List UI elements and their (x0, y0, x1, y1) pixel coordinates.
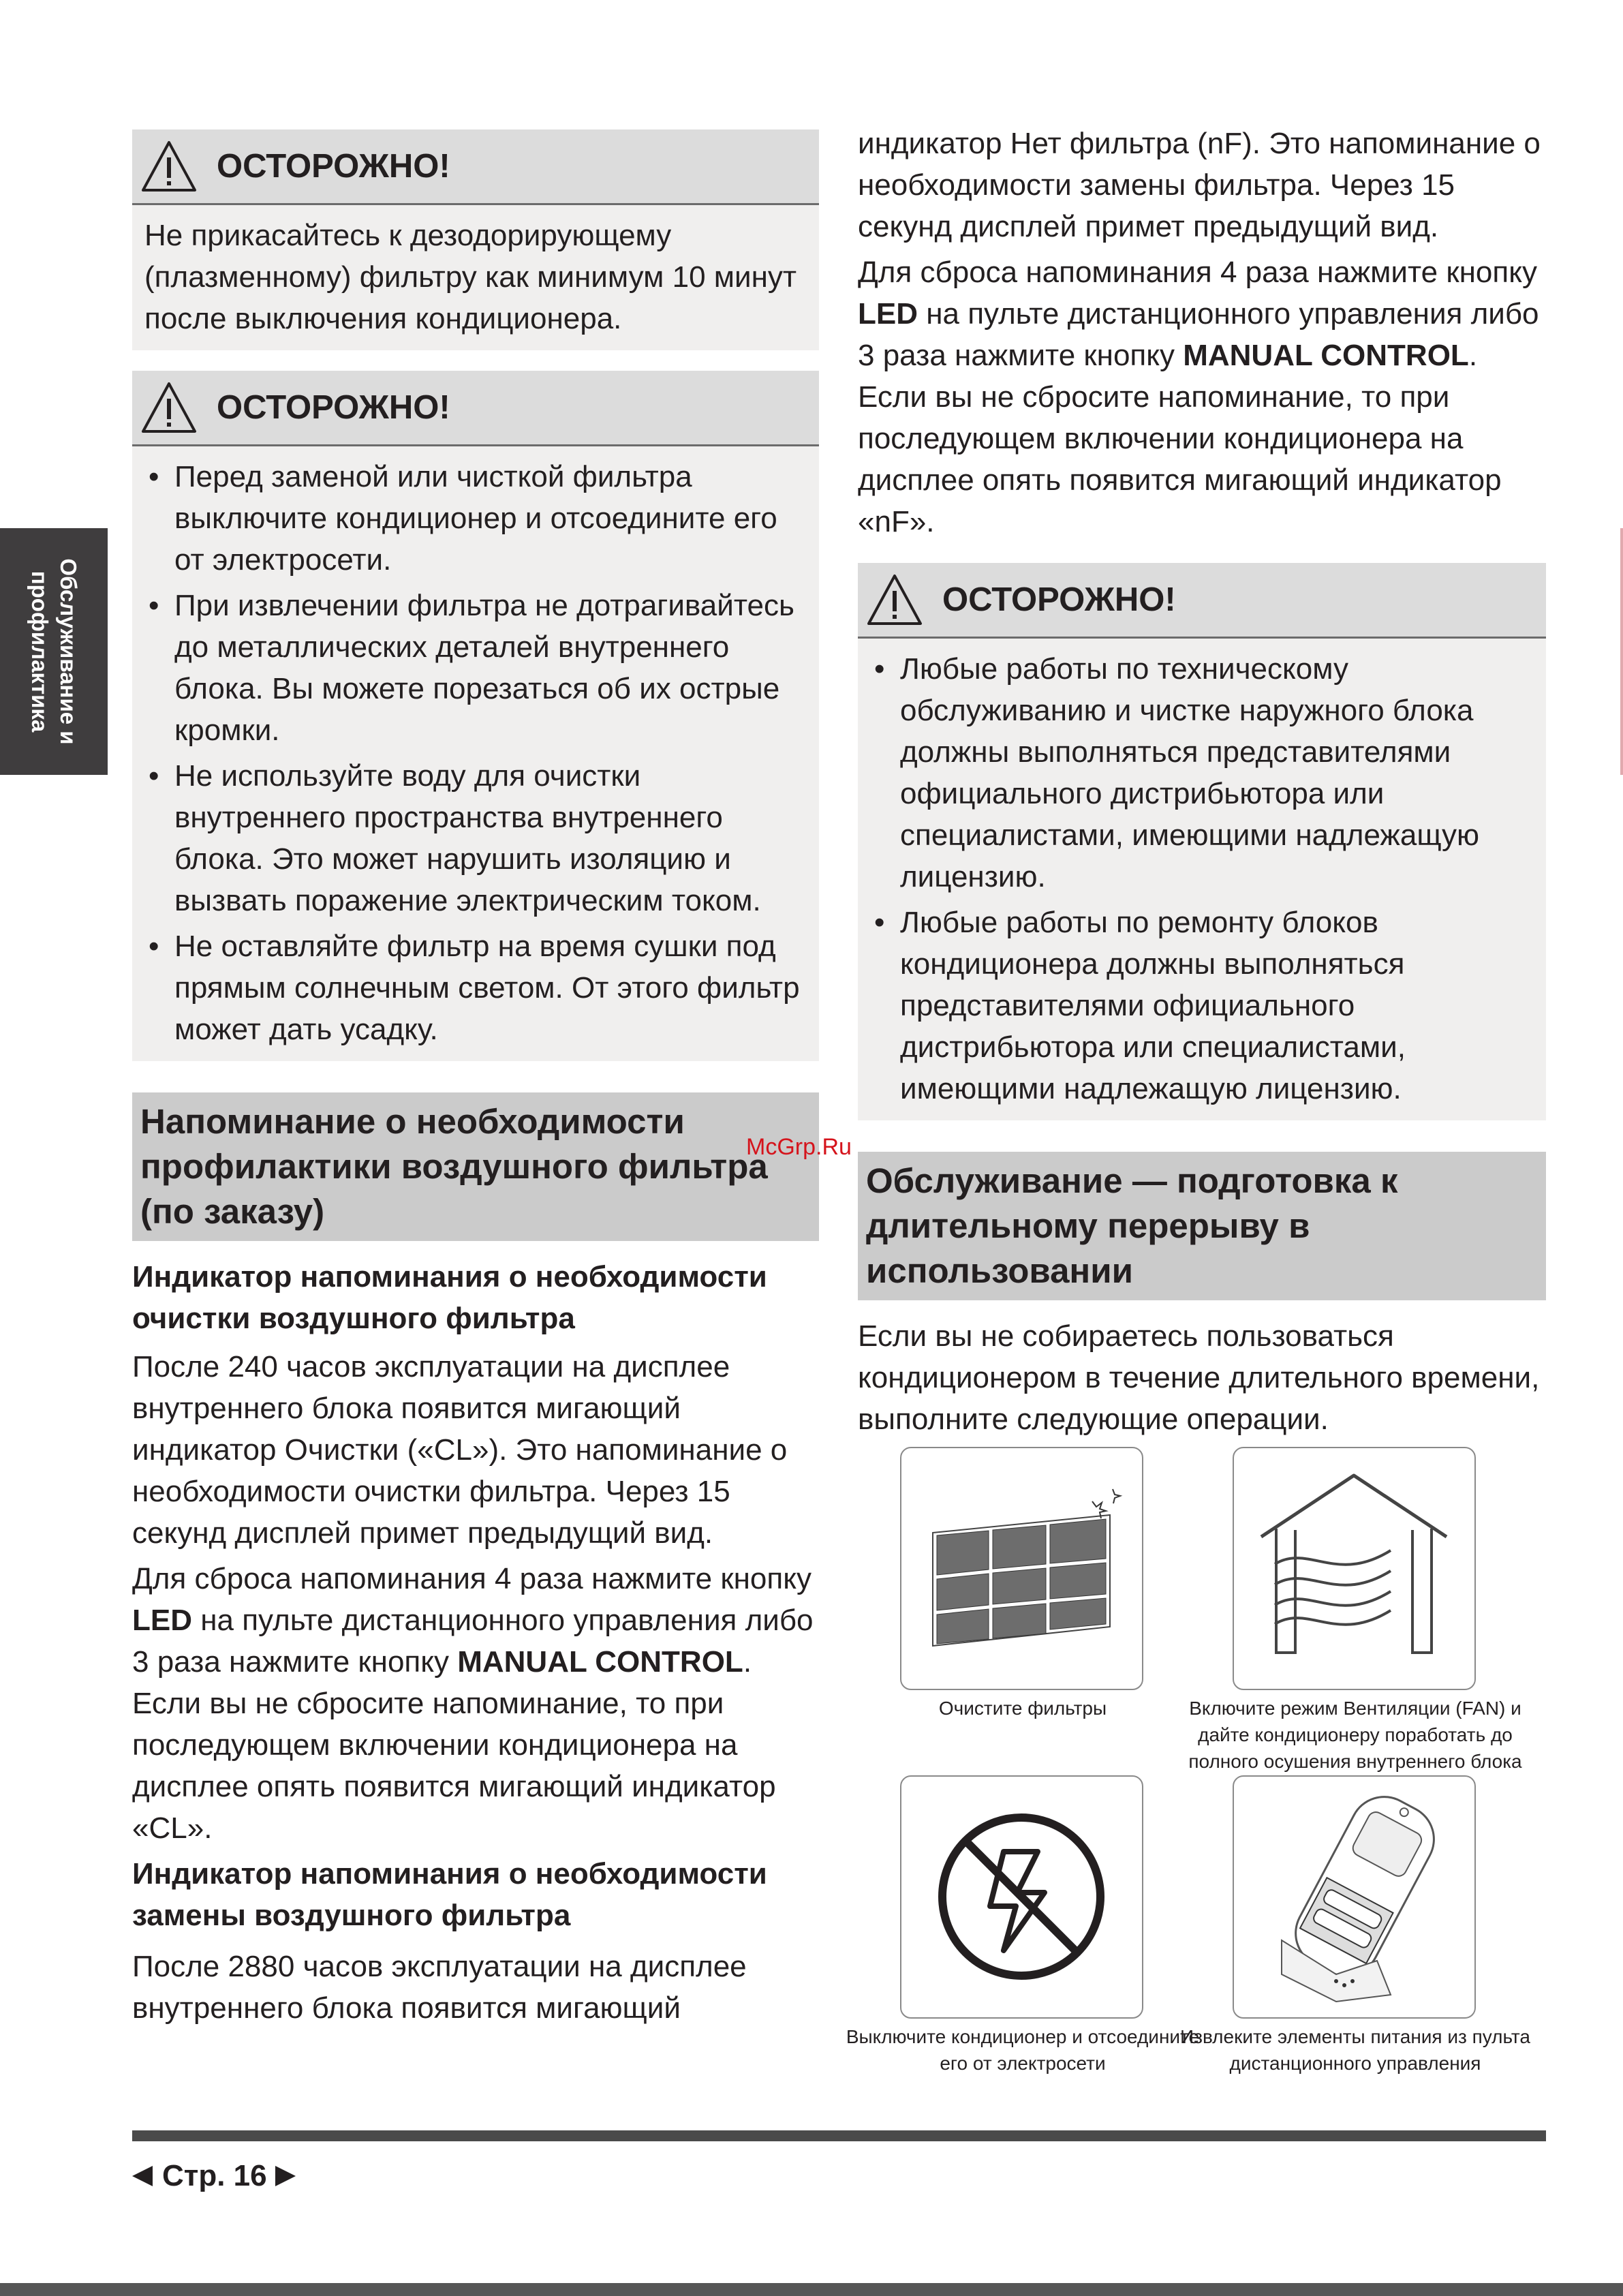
warning-triangle-icon (140, 381, 198, 434)
figure-caption: Включите режим Вентиляции (FAN) и дайте кондиционеру поработать до полного осушения внутреннего блока (1188, 1698, 1522, 1772)
warning-box-2 (132, 371, 819, 1061)
right-column (846, 123, 1546, 2135)
next-page-arrow-icon[interactable] (275, 2166, 296, 2186)
text-run: на пульте дистанционного управления либо 3 раза нажмите кнопку (132, 1604, 814, 1679)
paragraph-reset (132, 1558, 819, 1849)
list-item: • Не используйте воду для очистки внутреннего пространства внутреннего блока. Это может нарушить изоляцию и вызвать поражение электрическим током. (144, 755, 807, 921)
led-button-label: LED (858, 297, 918, 331)
side-tab-line2: профилактика (27, 570, 52, 733)
paragraph: После 240 часов эксплуатации на дисплее внутреннего блока появится мигающий индикатор Очистки («CL»). Это напоминание о необходимости очистки фильтра. Через 15 секунд дисплей примет предыдущий вид. (132, 1350, 788, 1550)
paragraph: индикатор Нет фильтра (nF). Это напоминание о необходимости замены фильтра. Через 15 секунд дисплей примет предыдущий вид. (858, 127, 1541, 243)
led-button-label: LED (132, 1604, 192, 1637)
list-item: • Любые работы по ремонту блоков кондиционера должны выполняться представителями официального дистрибьютора или специалистами, имеющими надлежащую лицензию. (870, 902, 1534, 1109)
list-item: • Любые работы по техническому обслуживанию и чистке наружного блока должны выполняться представителями официального дистрибьютора или специалистами, имеющими надлежащую лицензию. (870, 648, 1534, 898)
figure-caption: Извлеките элементы питания из пульта дистанционного управления (1179, 2026, 1530, 2074)
bottom-band (0, 2283, 1623, 2296)
subsection-title-clean: Индикатор напоминания о необходимости очистки воздушного фильтра (132, 1260, 767, 1335)
warning-triangle-icon (866, 573, 923, 626)
paragraph: Если вы не собираетесь пользоваться кондиционером в течение длительного времени, выполните следующие операции. (858, 1319, 1540, 1436)
text-run: . Если вы не сбросите напоминание, то при последующем включении кондиционера на дисплее опять появится мигающий индикатор «nF». (858, 339, 1502, 538)
warning-text: Не прикасайтесь к дезодорирующему (плазменному) фильтру как минимум 10 минут после выключения кондиционера. (144, 219, 797, 335)
watermark: McGrp.Ru (746, 1134, 852, 1160)
warning-body (858, 639, 1546, 1120)
section-title-filter-reminder: Напоминание о необходимости профилактики воздушного фильтра (по заказу) (132, 1092, 819, 1241)
figure-clean-filters (900, 1447, 1143, 1690)
warning-header (132, 371, 819, 446)
list-item: • При извлечении фильтра не дотрагивайтесь до металлических деталей внутреннего блока. Вы можете порезаться об их острые кромки. (144, 585, 807, 751)
warning-body (132, 446, 819, 1061)
instruction-figures (846, 1447, 1546, 2135)
figure-caption: Выключите кондиционер и отсоедините его от электросети (846, 2026, 1200, 2074)
side-tab-line1: Обслуживание и (56, 558, 81, 745)
manual-control-label: MANUAL CONTROL (457, 1645, 743, 1679)
text-run: на пульте дистанционного управления либо 3 раза нажмите кнопку (858, 297, 1539, 372)
right-edge-mark (1620, 528, 1623, 775)
warning-body (132, 205, 819, 350)
figure-remove-batteries (1233, 1775, 1476, 2019)
warning-header (858, 563, 1546, 639)
footer-rule (132, 2130, 1546, 2141)
warning-title: ОСТОРОЖНО! (217, 389, 450, 426)
warning-title: ОСТОРОЖНО! (217, 148, 450, 185)
warning-title: ОСТОРОЖНО! (942, 581, 1176, 618)
figure-caption: Очистите фильтры (938, 1698, 1107, 1719)
text-run: Для сброса напоминания 4 раза нажмите кнопку (132, 1562, 812, 1595)
manual-control-label: MANUAL CONTROL (1183, 339, 1469, 372)
house-fan-icon (1234, 1448, 1474, 1689)
list-item: • Перед заменой или чисткой фильтра выключите кондиционер и отсоедините его от электросети. (144, 456, 807, 581)
no-power-icon (901, 1777, 1142, 2017)
page-number: Стр. 16 (162, 2159, 267, 2192)
warning-triangle-icon (140, 140, 198, 193)
left-column (132, 129, 819, 2029)
figure-power-off (900, 1775, 1143, 2019)
filter-grid-icon (901, 1448, 1142, 1689)
warning-list (870, 648, 1534, 1109)
figure-fan-mode (1233, 1447, 1476, 1690)
warning-box-1 (132, 129, 819, 350)
page-nav (132, 2159, 296, 2193)
text-run: Для сброса напоминания 4 раза нажмите кнопку (858, 256, 1537, 289)
section-title-long-break: Обслуживание — подготовка к длительному перерыву в использовании (858, 1152, 1546, 1300)
text-run: . Если вы не сбросите напоминание, то при последующем включении кондиционера на дисплее опять появится мигающий индикатор «CL». (132, 1645, 776, 1845)
section-side-tab (0, 528, 108, 775)
paragraph: После 2880 часов эксплуатации на дисплее внутреннего блока появится мигающий (132, 1950, 747, 2025)
paragraph-reset (858, 251, 1546, 542)
remote-battery-icon (1234, 1777, 1474, 2017)
warning-header (132, 129, 819, 205)
warning-list (144, 456, 807, 1050)
list-item: • Не оставляйте фильтр на время сушки под прямым солнечным светом. От этого фильтр может дать усадку. (144, 925, 807, 1050)
subsection-title-replace: Индикатор напоминания о необходимости замены воздушного фильтра (132, 1857, 767, 1932)
prev-page-arrow-icon[interactable] (132, 2166, 153, 2186)
warning-box-3 (858, 563, 1546, 1120)
